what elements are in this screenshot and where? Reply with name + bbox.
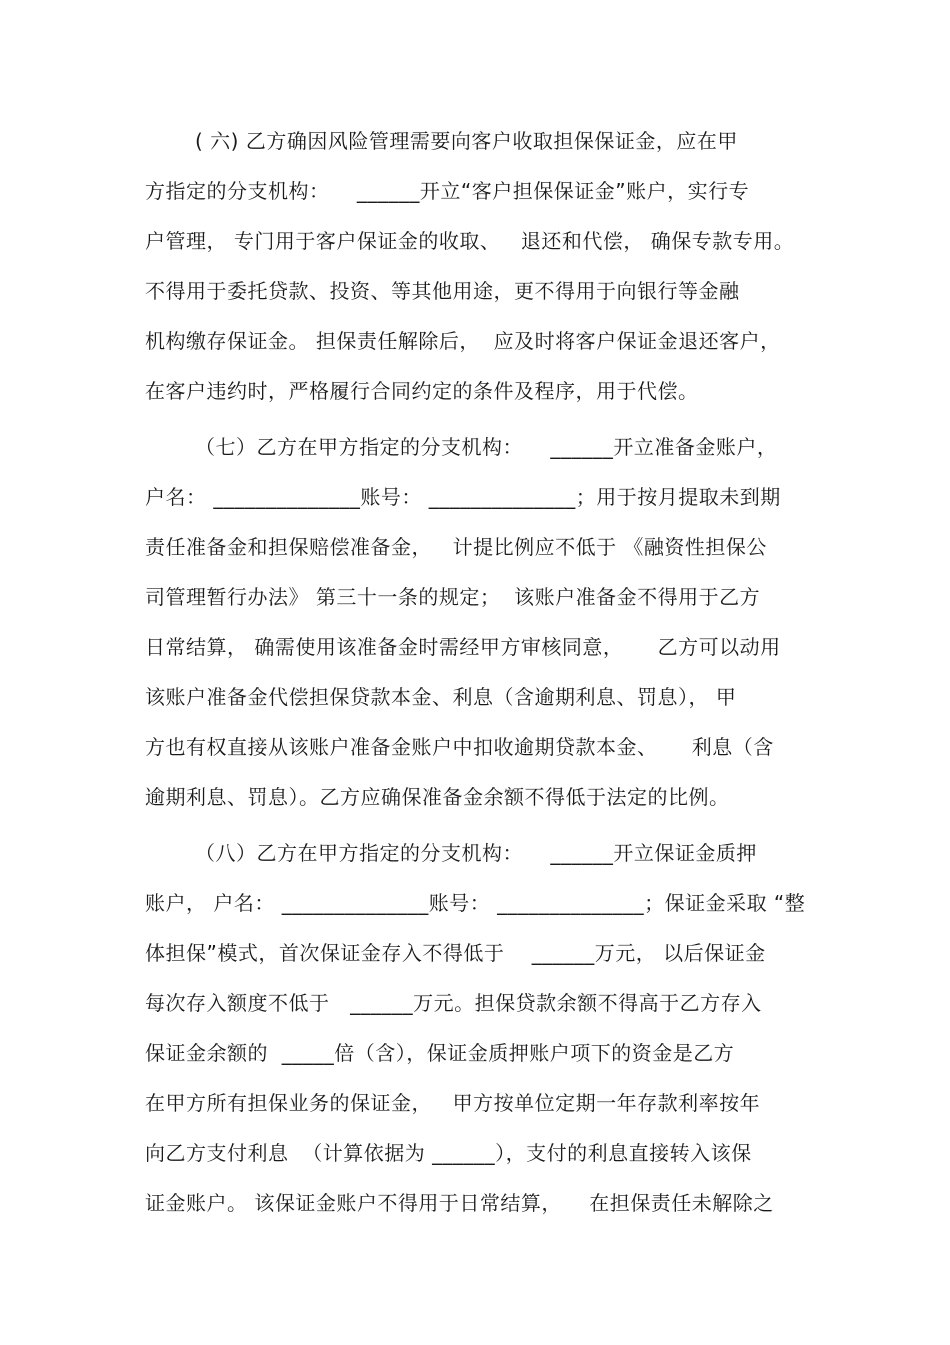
text-line: （七）乙方在甲方指定的分支机构： ______开立准备金账户， xyxy=(195,435,778,459)
text-line: 机构缴存保证金。 担保责任解除后， 应及时将客户保证金退还客户， xyxy=(145,329,781,353)
text-line: 司管理暂行办法》 第三十一条的规定； 该账户准备金不得用于乙方 xyxy=(145,585,761,609)
text-line: 方也有权直接从该账户准备金账户中扣收逾期贷款本金、 利息（含 xyxy=(145,735,774,759)
text-line: 该账户准备金代偿担保贷款本金、利息（含逾期利息、罚息）， 甲 xyxy=(145,685,737,709)
text-line: 户管理， 专门用于客户保证金的收取、 退还和代偿， 确保专款专用。 xyxy=(145,229,795,253)
text-line: ( 六) 乙方确因风险管理需要向客户收取担保保证金，应在甲 xyxy=(195,129,738,153)
text-line: 日常结算， 确需使用该准备金时需经甲方审核同意， 乙方可以动用 xyxy=(145,635,781,659)
text-line: 体担保”模式，首次保证金存入不得低于 ______万元， 以后保证金 xyxy=(145,941,766,965)
text-line: 逾期利息、罚息）。乙方应确保准备金余额不得低于法定的比例。 xyxy=(145,785,730,809)
text-line: 方指定的分支机构： ______开立“客户担保保证金”账户，实行专 xyxy=(145,179,750,203)
text-line: 证金账户。 该保证金账户不得用于日常结算， 在担保责任未解除之 xyxy=(145,1191,774,1215)
text-line: 责任准备金和担保赔偿准备金， 计提比例应不低于 《融资性担保公 xyxy=(145,535,767,559)
text-line: 向乙方支付利息 （计算依据为 ______），支付的利息直接转入该保 xyxy=(145,1141,752,1165)
text-line: 不得用于委托贷款、投资、等其他用途，更不得用于向银行等金融 xyxy=(145,279,740,303)
text-line: 在客户违约时，严格履行合同约定的条件及程序，用于代偿。 xyxy=(145,379,699,403)
text-line: 保证金余额的 _____倍（含），保证金质押账户项下的资金是乙方 xyxy=(145,1041,735,1065)
text-line: （八）乙方在甲方指定的分支机构： ______开立保证金质押 xyxy=(195,841,757,865)
text-line: 账户， 户名： ______________账号： ______________；保证金采取 “整 xyxy=(145,891,806,915)
text-line: 户名： ______________账号： ______________；用于按月提取未到期 xyxy=(145,485,781,509)
text-line: 在甲方所有担保业务的保证金， 甲方按单位定期一年存款利率按年 xyxy=(145,1091,761,1115)
text-line: 每次存入额度不低于 ______万元。担保贷款余额不得高于乙方存入 xyxy=(145,991,762,1015)
